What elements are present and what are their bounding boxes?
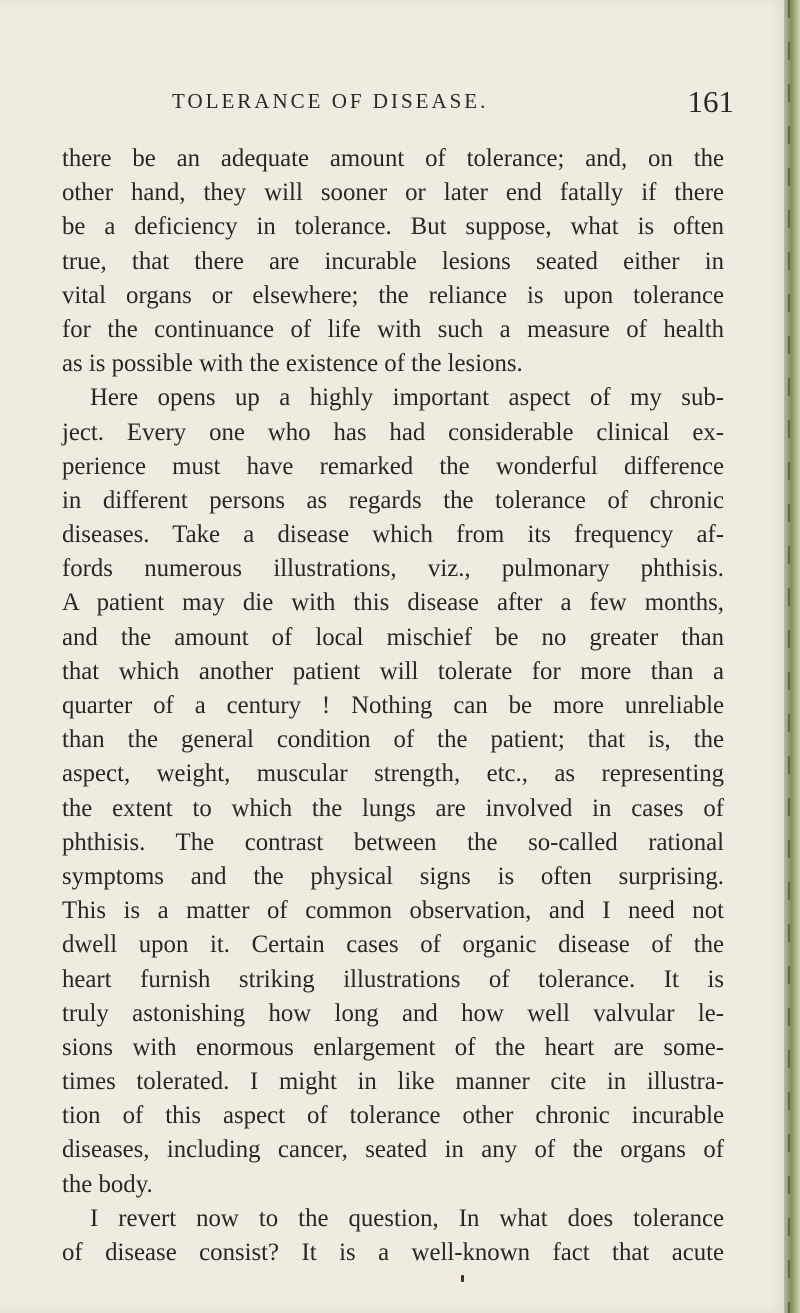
text-line: heart furnish striking illustrations of tolerance. It is: [62, 965, 724, 993]
text-line: ject. Every one who has had considerable clinical ex-: [62, 418, 724, 446]
text-line: that which another patient will tolerate for more than a: [62, 657, 724, 685]
body-text: [62, 142, 724, 1270]
text-line: other hand, they will sooner or later end fatally if there: [62, 179, 724, 207]
text-line: Here opens up a highly important aspect of my sub-: [90, 384, 724, 412]
page-number: 161: [687, 84, 734, 119]
text-line: be a deficiency in tolerance. But suppose, what is often: [62, 213, 724, 241]
text-line: vital organs or elsewhere; the reliance is upon tolerance: [62, 281, 724, 309]
text-line: true, that there are incurable lesions seated either in: [62, 247, 724, 275]
text-line: for the continuance of life with such a measure of health: [62, 315, 724, 343]
text-line: aspect, weight, muscular strength, etc., as representing: [62, 760, 724, 788]
text-line: diseases. Take a disease which from its frequency af-: [62, 521, 724, 549]
text-line: perience must have remarked the wonderful difference: [62, 452, 724, 480]
text-line: there be an adequate amount of tolerance; and, on the: [62, 145, 724, 172]
ink-speck: [461, 1275, 464, 1282]
text-line: fords numerous illustrations, viz., pulmonary phthisis.: [62, 555, 724, 583]
running-head: [64, 84, 734, 118]
running-title: TOLERANCE OF DISEASE.: [172, 89, 489, 113]
text-line: as is possible with the existence of the lesions.: [62, 350, 523, 378]
text-line: the extent to which the lungs are involved in cases of: [62, 794, 724, 822]
text-line: tion of this aspect of tolerance other chronic incurable: [62, 1102, 724, 1130]
book-binding-edge: [784, 0, 800, 1313]
text-line: the body.: [62, 1170, 153, 1198]
text-line: than the general condition of the patient; that is, the: [62, 726, 724, 754]
text-line: times tolerated. I might in like manner cite in illustra-: [62, 1068, 724, 1096]
text-line: in different persons as regards the tolerance of chronic: [62, 486, 724, 514]
text-line: phthisis. The contrast between the so-called rational: [62, 828, 724, 856]
text-line: A patient may die with this disease after a few months,: [62, 589, 724, 617]
text-line: symptoms and the physical signs is often surprising.: [62, 862, 724, 890]
text-line: This is a matter of common observation, and I need not: [62, 897, 724, 925]
text-line: and the amount of local mischief be no greater than: [62, 623, 724, 651]
text-line: quarter of a century ! Nothing can be more unreliable: [62, 692, 724, 719]
text-line: sions with enormous enlargement of the heart are some-: [62, 1033, 724, 1061]
text-line: dwell upon it. Certain cases of organic disease of the: [62, 931, 724, 959]
text-line: I revert now to the question, In what does tolerance: [90, 1204, 724, 1232]
text-line: diseases, including cancer, seated in any of the organs of: [62, 1136, 724, 1164]
text-line: of disease consist? It is a well-known fact that acute: [62, 1239, 724, 1266]
text-line: truly astonishing how long and how well valvular le-: [62, 999, 724, 1027]
